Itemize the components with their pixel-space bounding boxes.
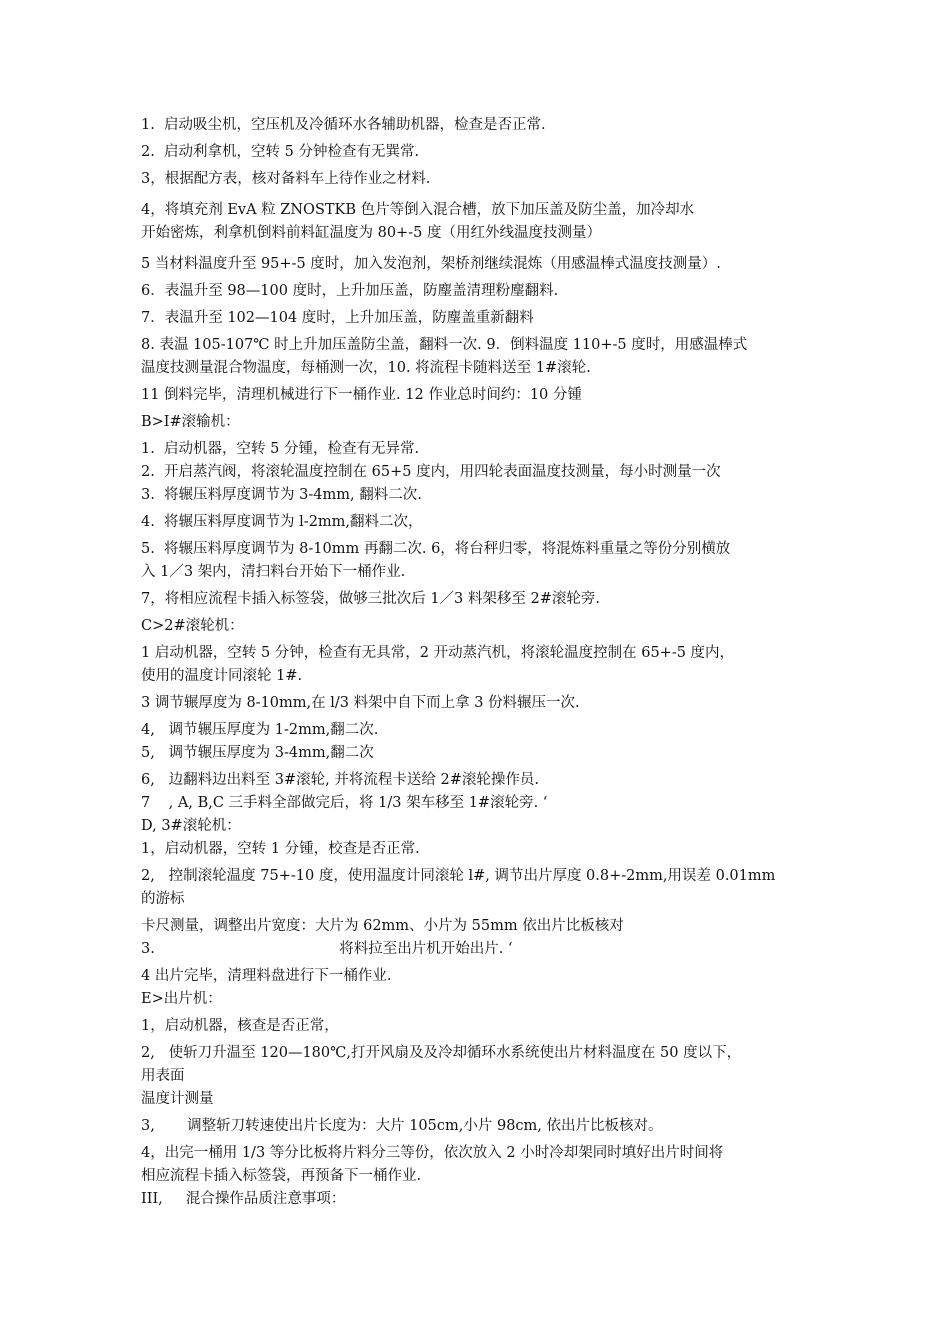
line-39: 温度计测量 <box>141 1091 214 1107</box>
line-11: 11 倒料完毕，清理机械进行下一桶作业. 12 作业总时间约：10 分锺 <box>141 387 582 403</box>
line-03: 3，根据配方表，核对备料车上待作业之材料. <box>141 171 431 187</box>
section-heading-iii: III, 混合操作品质注意事项： <box>141 1191 346 1207</box>
line-06: 5 当材料温度升至 95+-5 度时，加入发泡剂，架桥剂继续混炼（用感温棒式温度技测量）. <box>141 256 721 272</box>
section-heading-e: E>出片机： <box>141 991 222 1007</box>
line-14: 2. 开启蒸汽阀，将滚轮温度控制在 65+5 度内，用四轮表面温度技测量，每小时测量一次 <box>141 464 721 480</box>
section-heading-c: C>2#滚轮机： <box>141 618 244 634</box>
line-41: 4，出完一桶用 1/3 等分比板将片料分三等份，依次放入 2 小时冷却架同时填好出片时间将 <box>141 1145 724 1161</box>
line-36: 1，启动机器，核查是否正常， <box>141 1018 339 1034</box>
line-26: 6, 边翻料边出料至 3#滚轮, 并将流程卡送给 2#滚轮操作员. <box>141 772 539 788</box>
line-08: 7．表温升至 102—104 度时，上升加压盖，防麈盖重新翻料 <box>141 310 534 326</box>
line-01: 1. 启动吸尘机，空压机及冷循环水各辅助机器，检查是否正常. <box>141 117 546 133</box>
line-31: 的游标 <box>141 891 185 907</box>
line-10: 温度技测量混合物温度，每桶测一次，10. 将流程卡随料送至 1#滚轮. <box>141 360 591 376</box>
line-15: 3. 将辗压料厚度调节为 3-4mm, 翻料二次. <box>141 487 422 503</box>
line-33: 3. 将料拉至出片机开始出片. ‘ <box>141 941 513 957</box>
line-16: 4. 将辗压料厚度调节为 l-2mm,翻料二次， <box>141 514 423 530</box>
line-05: 开始密炼，利拿机倒料前料缸温度为 80+-5 度（用红外线温度技测量） <box>141 225 601 241</box>
line-02: 2. 启动利拿机，空转 5 分钟检查有无巽常. <box>141 144 420 160</box>
line-30: 2, 控制滚轮温度 75+-10 度，使用温度计同滚轮 l#, 调节出片厚度 0.8+-2mm,用误差 0.01mm <box>141 868 776 884</box>
section-heading-d: D, 3#滚轮机： <box>141 818 241 834</box>
line-40: 3, 调整斩刀转速使出片长度为：大片 105cm,小片 98cm, 依出片比板核对。 <box>141 1118 663 1134</box>
line-04: 4，将填充剂 EvA 粒 ZNOSTKB 色片等倒入混合槽，放下加压盖及防尘盖，加冷却水 <box>141 202 695 218</box>
line-18: 入 1／3 架内，清扫料台开始下一桶作业. <box>141 564 406 580</box>
line-19: 7，将相应流程卡插入标签袋，做够三批次后 1／3 料架移至 2#滚轮旁. <box>141 591 600 607</box>
line-34: 4 出片完毕，清理料盘进行下一桶作业. <box>141 968 392 984</box>
line-42: 相应流程卡插入标签袋，再预备下一桶作业. <box>141 1168 422 1184</box>
line-07: 6．表温升至 98—100 度时，上升加压盖，防麈盖清理粉麈翻料. <box>141 283 559 299</box>
section-heading-b: B>I#滚输机： <box>141 414 240 430</box>
line-17: 5. 将辗压料厚度调节为 8-10mm 再翻二次. 6，将台秤归零，将混炼料重量之等份分别横放 <box>141 541 731 557</box>
line-13: 1. 启动机器，空转 5 分锺，检查有无异常. <box>141 441 420 457</box>
document-body <box>141 114 821 1211</box>
line-24: 4, 调节辗压厚度为 1-2mm,翻二次. <box>141 722 379 738</box>
line-29: 1，启动机器，空转 1 分锺，校查是否正常. <box>141 841 420 857</box>
line-38: 用表面 <box>141 1068 185 1084</box>
line-27: 7 , A, B,C 三手料全部做完后，将 1/3 架车移至 1#滚轮旁. ‘ <box>141 795 548 811</box>
line-37: 2, 使斩刀升温至 120—180℃,打开风扇及及冷却循环水系统使出片材料温度在 50 度以下， <box>141 1045 742 1061</box>
line-22: 使用的温度计同滚轮 1#. <box>141 668 303 684</box>
line-09: 8. 表温 105-107℃ 时上升加压盖防尘盖，翻料一次. 9．倒料温度 110+-5 度时，用感温棒式 <box>141 337 748 353</box>
line-23: 3 调节辗厚度为 8-10mm,在 l/3 料架中自下而上拿 3 份料辗压一次. <box>141 695 580 711</box>
line-25: 5, 调节辗压厚度为 3-4mm,翻二次 <box>141 745 374 761</box>
line-32: 卡尺测量，调整出片宽度：大片为 62mm、小片为 55mm 依出片比板核对 <box>141 918 624 934</box>
line-21: 1 启动机器，空转 5 分钟，检查有无具常，2 开动蒸汽机，将滚轮温度控制在 65+-5 度内， <box>141 645 735 661</box>
